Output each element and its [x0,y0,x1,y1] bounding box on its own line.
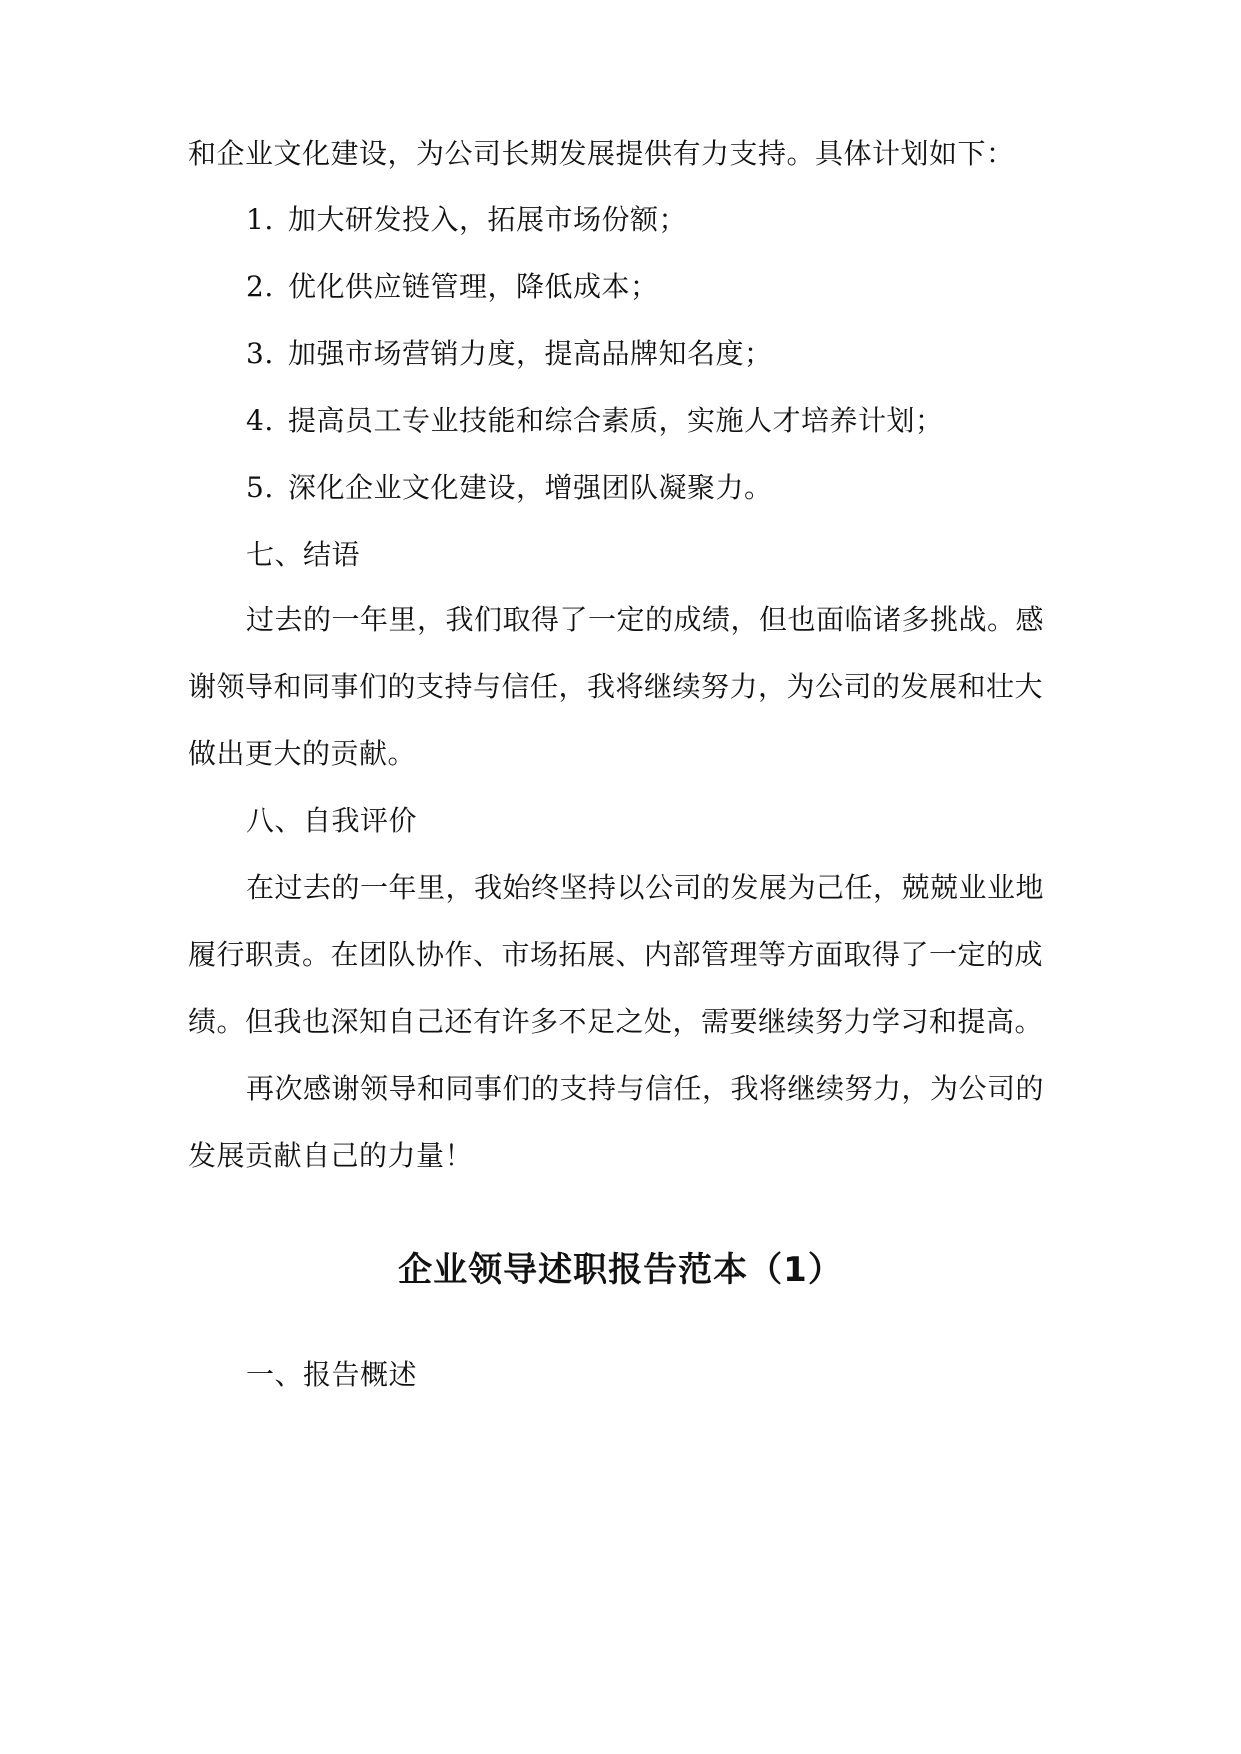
list-text: 加强市场营销力度，提高品牌知名度； [288,337,773,370]
paragraph-line: 发展贡献自己的力量！ [188,1139,474,1172]
document-title: 企业领导述职报告范本（1） [398,1250,843,1290]
list-text: 加大研发投入，拓展市场份额； [288,203,688,236]
paragraph-line: 再次感谢领导和同事们的支持与信任，我将继续努力，为公司的 [246,1072,1045,1105]
list-text: 深化企业文化建设，增强团队凝聚力。 [288,471,773,504]
list-number: 2. [246,270,274,303]
section-heading: 八、自我评价 [246,804,418,837]
paragraph-line: 履行职责。在团队协作、市场拓展、内部管理等方面取得了一定的成 [188,938,1044,971]
list-text: 提高员工专业技能和综合素质，实施人才培养计划； [288,404,944,437]
paragraph-line: 过去的一年里，我们取得了一定的成绩，但也面临诸多挑战。感 [246,603,1045,636]
paragraph-line: 绩。但我也深知自己还有许多不足之处，需要继续努力学习和提高。 [188,1005,1044,1038]
list-number: 4. [246,404,274,437]
list-text: 优化供应链管理，降低成本； [288,270,659,303]
paragraph-line: 做出更大的贡献。 [188,737,417,770]
list-number: 5. [246,471,274,504]
list-item [246,468,1058,508]
list-item [246,401,1058,441]
paragraph-line: 和企业文化建设，为公司长期发展提供有力支持。具体计划如下： [188,137,1015,170]
paragraph-line: 在过去的一年里，我始终坚持以公司的发展为己任，兢兢业业地 [246,871,1045,904]
list-number: 1. [246,203,274,236]
list-item [246,267,1058,307]
list-number: 3. [246,337,274,370]
list-item [246,334,1058,374]
section-heading: 七、结语 [246,538,361,571]
section-heading: 一、报告概述 [246,1358,418,1391]
paragraph-line: 谢领导和同事们的支持与信任，我将继续努力，为公司的发展和壮大 [188,670,1044,703]
list-item [246,200,1058,240]
